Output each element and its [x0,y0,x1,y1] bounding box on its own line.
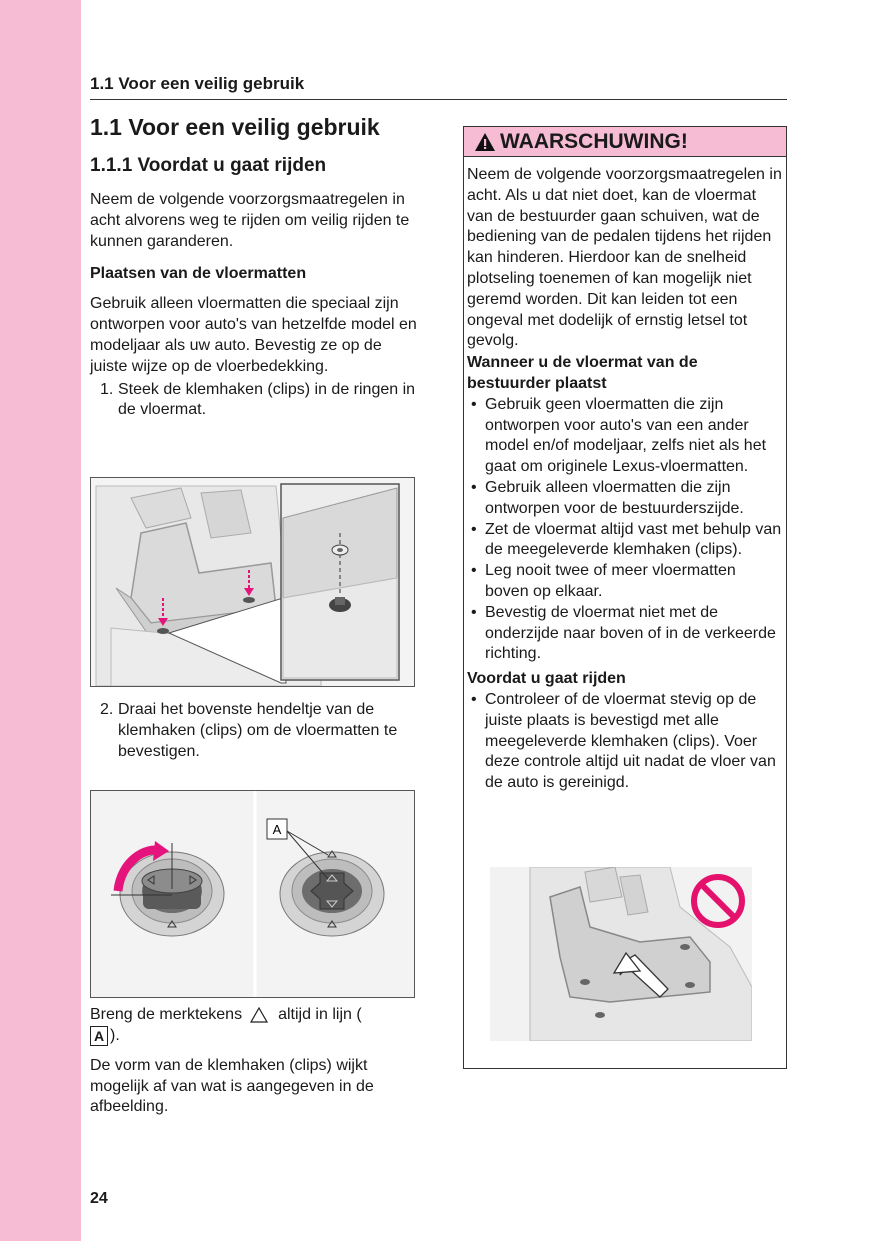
label-a-box: A [90,1026,108,1046]
list-item: • Zet de vloermat altijd vast met behulp van de meegeleverde klemhaken (clips). [467,520,783,562]
warning-header [464,127,786,157]
after-figure-text [90,1005,420,1129]
label-a-marker: A [272,822,282,837]
floor-mat-figure [90,477,415,687]
step-number: 1. [100,380,114,398]
incorrect-mat-figure [490,867,752,1041]
page-number: 24 [90,1190,108,1207]
step-text: Steek de klemhaken (clips) in de ringen in de vloermat. [118,380,416,419]
step-text: Draai het bovenste hendeltje van de klemhaken (clips) om de vloermatten te bevestigen. [118,701,398,760]
floor-mat-illustration [91,478,414,686]
warning-triangle-icon [474,132,496,152]
warning-list-2 [467,690,783,794]
list-item: • Controleer of de vloermat stevig op de juiste plaats is bevestigd met alle meegeleverde klemhaken (clips). Voer deze controle altijd uit nadat de vloer van de auto is gereinigd. [467,690,783,794]
list-item: • Bevestig de vloermat niet met de onderzijde naar boven of in de verkeerde richting. [467,603,783,665]
floor-mats-paragraph: Gebruik alleen vloermatten die speciaal zijn ontworpen voor auto's van hetzelfde model en modeljaar als uw auto. Bevestig ze op de juiste wijze op de vloerbedekking. [90,295,417,375]
warning-box [463,126,787,1069]
warning-subheading-1: Wanneer u de vloermat van de bestuurder plaatst [467,354,698,392]
intro-paragraph: Neem de volgende voorzorgsmaatregelen in acht alvorens weg te rijden om veilig rijden te kunnen garanderen. [90,191,410,250]
step-2-block [90,700,420,762]
list-item: • Gebruik alleen vloermatten die zijn ontworpen voor de bestuurderszijde. [467,478,783,520]
step-number: 2. [100,701,114,718]
side-color-band [0,0,81,1241]
subsection-title: 1.1.1 Voordat u gaat rijden [90,155,327,176]
running-header: 1.1 Voor een veilig gebruik [90,73,787,100]
floor-mats-heading: Plaatsen van de vloermatten [90,265,307,283]
clip-shape-note: De vorm van de klemhaken (clips) wijkt mogelijk af van wat is aangegeven in de afbeelding. [90,1056,374,1116]
list-item: • Leg nooit twee of meer vloermatten boven op elkaar. [467,561,783,603]
alignment-instruction: Breng de merktekens altijd in lijn ( A ). [90,1006,362,1045]
step-2 [100,700,420,762]
warning-intro: Neem de volgende voorzorgsmaatregelen in acht. Als u dat niet doet, kan de vloermat van de bestuurder gaan schuiven, wat de bediening van de pedalen tijdens het rijden kan hinderen. Hierdoor kan de snelheid plotseling toenemen of kan mogelijk niet geremd worden. Dit kan leiden tot een ongeval met dodelijk of ernstig letsel tot gevolg. [467,166,782,350]
list-item: • Gebruik geen vloermatten die zijn ontworpen voor auto's van een ander model en/of modeljaar, zelfs niet als het gaat om originele Lexus-vloermatten. [467,395,783,478]
warning-title: WAARSCHUWING! [500,129,688,153]
left-column [90,112,420,421]
warning-body [464,157,786,794]
step-1 [100,380,420,422]
warning-subheading-2: Voordat u gaat rijden [467,670,626,688]
clip-rotation-illustration [91,791,414,997]
section-title: 1.1 Voor een veilig gebruik [90,114,380,140]
warning-list-1 [467,395,783,665]
triangle-marker-icon [250,1007,268,1023]
incorrect-mat-illustration [490,867,752,1041]
clip-rotation-figure [90,790,415,998]
